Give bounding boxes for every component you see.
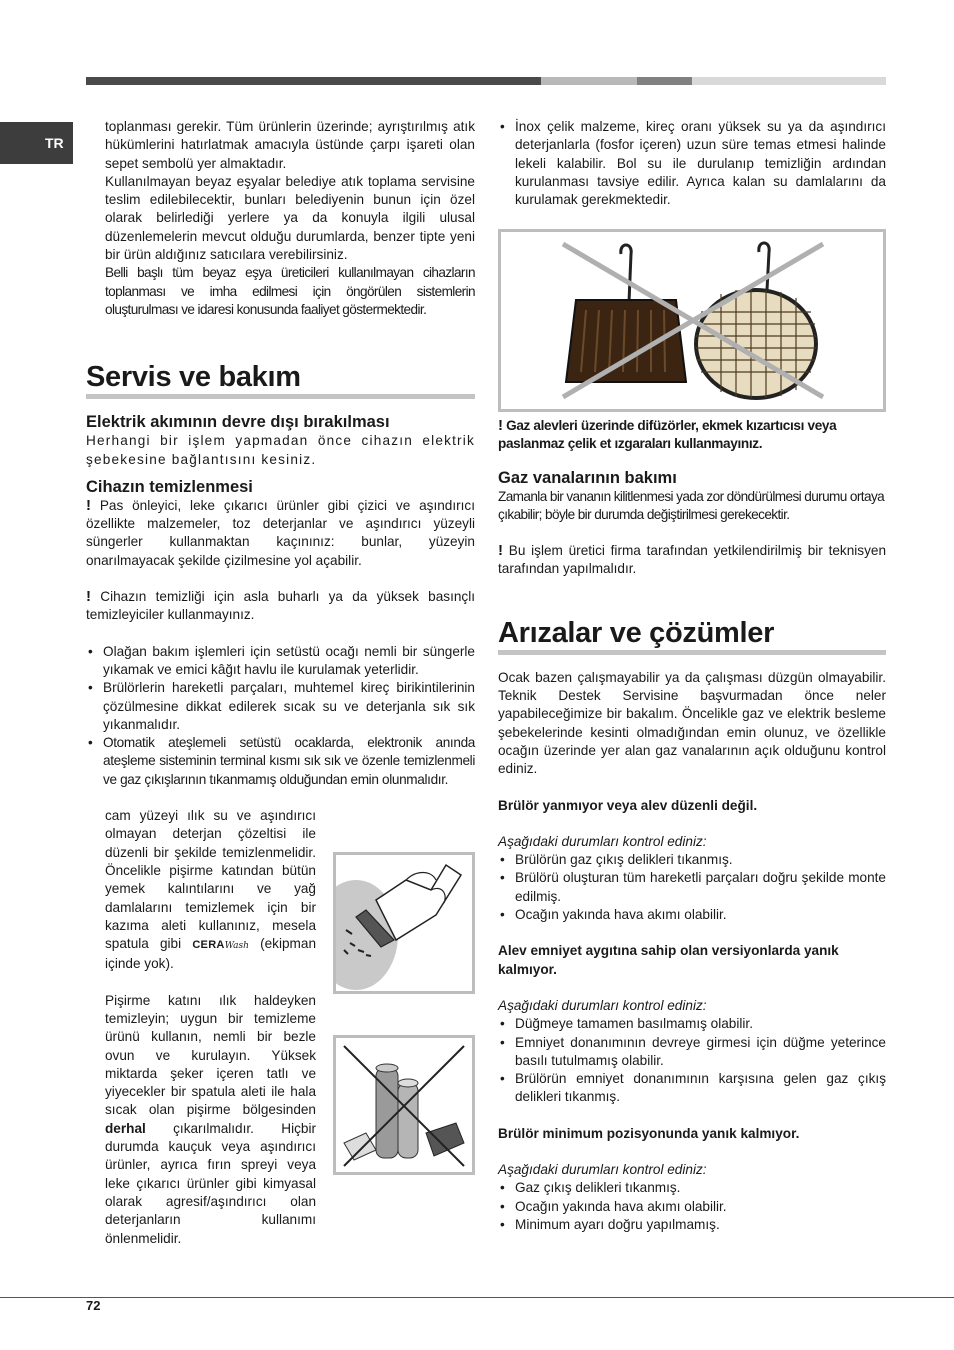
ceramic-brand-logo: CERA <box>192 939 225 952</box>
check-label: Aşağıdaki durumları kontrol ediniz: <box>498 1162 707 1178</box>
list-item: • İnox çelik malzeme, kireç oranı yüksek su ya da aşındırıcı deterjanlarla (fosfor içeren) uzun süre temas etmesi halinde lekeli kalabilir. Bol su ile durulanıp temizliğin ardından kurulanması tavsiye edilir. Ayrıca kalan su damlalarını da kurulamak gerekmektedir. <box>498 118 886 209</box>
list-item: • Ocağın yakında hava akımı olabilir. <box>498 1198 886 1216</box>
list-item: • Gaz çıkış delikleri tıkanmış. <box>498 1179 886 1197</box>
subheading-valves: Gaz vanalarının bakımı <box>498 468 677 487</box>
problem-block <box>498 1125 886 1234</box>
list-item: • Düğmeye tamamen basılmamış olabilir. <box>498 1015 886 1033</box>
glass-text: cam yüzeyi ılık su ve aşındırıcı olmayan deterjan çözeltisi ile düzenli bir şekilde temizlenmelidir. Öncelikle pişirme katından bütün yemek kalıntılarını ve yağ damlalarını temizlemek için bir kazıma aleti kullanınız, mesela spatula gibi <box>105 808 316 952</box>
page-number: 72 <box>86 1298 101 1313</box>
header-bar-segment <box>86 77 541 85</box>
scraper-illustration <box>333 852 475 994</box>
warning-icon: ! <box>498 542 503 560</box>
paragraph: Ocak bazen çalışmayabilir ya da çalışması düzgün olmayabilir. Teknik Destek Servisine başvurmadan önce neler yapabileceğimize bir bakalım. Öncelikle gaz ve elektrik besleme şebekelerinde kesinti olmadığından emin olunuz, ve özellikle ocağın üzerinde yer alan gaz vanalarının açık olduğunu kontrol ediniz. <box>498 669 886 777</box>
warning-paragraph <box>86 588 475 625</box>
glass-section <box>86 807 316 974</box>
warning-icon: ! <box>86 588 91 606</box>
ceramic-brand-sub: Wash <box>224 941 249 952</box>
check-label: Aşağıdaki durumları kontrol ediniz: <box>498 833 707 849</box>
list-item: • Minimum ayarı doğru yapılmamış. <box>498 1216 886 1234</box>
problem-block <box>498 942 886 1106</box>
language-tab: TR <box>0 122 73 164</box>
inox-list <box>498 118 886 209</box>
cleaning-list <box>86 643 475 789</box>
subheading-cleaning: Cihazın temizlenmesi <box>86 477 253 496</box>
warm-emphasis: derhal <box>105 1120 146 1136</box>
list-item: • Otomatik ateşlemeli setüstü ocaklarda, elektronik anında ateşleme sisteminin terminal kısmı sık sık ve özenle temizlenmeli ve gaz çıkışlarının tıkanmamış olduğundan emin olunmalıdır. <box>86 734 475 789</box>
warning-icon: ! <box>86 496 91 514</box>
disposal-section <box>86 118 475 319</box>
paragraph <box>105 992 316 1248</box>
crossed-grills-icon <box>501 232 883 409</box>
warning-paragraph <box>86 497 475 570</box>
warning-text: Bu işlem üretici firma tarafından yetkilendirilmiş bir teknisyen tarafından yapılmalıdır. <box>498 543 887 577</box>
warm-section <box>86 992 316 1248</box>
subheading-electric: Elektrik akımının devre dışı bırakılması <box>86 413 390 432</box>
list-item: • Brülörün gaz çıkış delikleri tıkanmış. <box>498 851 886 869</box>
warning-paragraph <box>498 542 886 579</box>
grill-illustration <box>498 229 886 412</box>
warning-text: Pas önleyici, leke çıkarıcı ürünler gibi çizici ve aşındırıcı özellikte malzemeler, toz deterjanlar ve aşındırıcı yüzeyli süngerler kullanmaktan kaçınınız: bunlar, yüzeyin onarılmayacak şekilde çizilmesine yol açabilir. <box>86 497 476 568</box>
crossed-products-icon <box>336 1038 472 1172</box>
warning-text: Cihazın temizliği için asla buharlı ya da yüksek basınçlı temizleyiciler kullanmayınız. <box>86 589 476 623</box>
problem-list <box>498 1015 886 1106</box>
forbidden-products-illustration <box>333 1035 475 1175</box>
paragraph: toplanması gerekir. Tüm ürünlerin üzerinde; ayrıştırılmış atık hükümlerini hatırlatmak amacıyla üstünde çarpı işareti olan sepet sembolü yer almaktadır. <box>105 119 475 171</box>
paragraph: Belli başlı tüm beyaz eşya üreticileri kullanılmayan cihazların toplanması ve imha edilmesi için öngörülen sistemlerin oluşturulması ve idaresi konusunda faaliyet göstermektedir. <box>105 265 475 317</box>
list-item: • Emniyet donanımının devreye girmesi için düğme yeterince basılı tutulmamış olabilir. <box>498 1034 886 1071</box>
list-item: • Brülörü oluşturan tüm hareketli parçaları doğru şekilde monte edilmiş. <box>498 869 886 906</box>
warning-paragraph <box>498 417 886 454</box>
header-bar-segment <box>692 77 886 85</box>
problem-list <box>498 851 886 924</box>
list-item: • Olağan bakım işlemleri için setüstü ocağı nemli bir süngerle yıkamak ve emici kâğıt havlu ile kurulamak yeterlidir. <box>86 643 475 680</box>
problem-list <box>498 1179 886 1234</box>
problem-block <box>498 797 886 925</box>
problem-title: Brülör minimum pozisyonunda yanık kalmıyor. <box>498 1125 800 1141</box>
problem-title: Alev emniyet aygıtına sahip olan versiyonlarda yanık kalmıyor. <box>498 943 839 977</box>
header-bar <box>86 77 886 85</box>
right-column <box>498 118 886 209</box>
warm-text-2: çıkarılmalıdır. Hiçbir durumda kauçuk veya aşındırıcı ürünler, ayrıca fırın spreyi veya leke çıkarıcı ürünler gibi kimyasal olarak agresif/aşındırıcı olan deterjanların kullanımı önlenmelidir. <box>105 1120 317 1246</box>
section-title-faults: Arızalar ve çözümler <box>498 617 886 655</box>
list-item: • Ocağın yakında hava akımı olabilir. <box>498 906 886 924</box>
scraper-icon <box>336 855 472 991</box>
header-bar-segment <box>541 77 637 85</box>
right-column-lower <box>498 417 886 1234</box>
paragraph <box>105 807 316 974</box>
paragraph: Herhangi bir işlem yapmadan önce cihazın elektrik şebekesine bağlantısını kesiniz. <box>86 433 475 467</box>
check-label: Aşağıdaki durumları kontrol ediniz: <box>498 997 707 1013</box>
paragraph: Kullanılmayan beyaz eşyalar belediye atık toplama servisine teslim edilebilecektir, bunları belediyenin bunun için özel olarak belirlediği yerlere ya da konuyla ilgili ulusal düzenlemelerin mevcut olduğu durumlarda, benzer tipte yeni bir ürün aldığınız satıcılara verebilirsiniz. <box>105 173 475 263</box>
paragraph: Zamanla bir vananın kilitlenmesi yada zor döndürülmesi durumu ortaya çıkabilir; böyle bir durumda değiştirilmesi gerekecektir. <box>498 488 885 522</box>
footer-divider <box>0 1297 954 1298</box>
list-item: • Brülörlerin hareketli parçaları, muhtemel kireç birikintilerinin çözülmesine dikkat edilerek sıcak su ve deterjanla sık sık yıkanmalıdır. <box>86 679 475 734</box>
warning-icon: ! <box>498 417 503 434</box>
section-title-service: Servis ve bakım <box>86 361 475 399</box>
warning-text: Gaz alevleri üzerinde difüzörler, ekmek kızartıcısı veya paslanmaz çelik et ızgaraları kullanmayınız. <box>498 418 837 452</box>
glass-end-text: (ekipman içinde yok). <box>105 936 317 972</box>
problem-title: Brülör yanmıyor veya alev düzenli değil. <box>498 797 758 813</box>
list-item: • Brülörün emniyet donanımının karşısına gelen gaz çıkış delikleri tıkanmış. <box>498 1070 886 1107</box>
header-bar-segment <box>637 77 692 85</box>
warm-text: Pişirme katını ılık haldeyken temizleyin; uygun bir temizleme ürünü kullanın, nemli bir bezle ovun ve kurulayın. Yüksek miktarda şeker içeren tatlı ve yiyecekler bir spatula aleti ile hala sıcak olan pişirme bölgesinden <box>105 992 316 1118</box>
